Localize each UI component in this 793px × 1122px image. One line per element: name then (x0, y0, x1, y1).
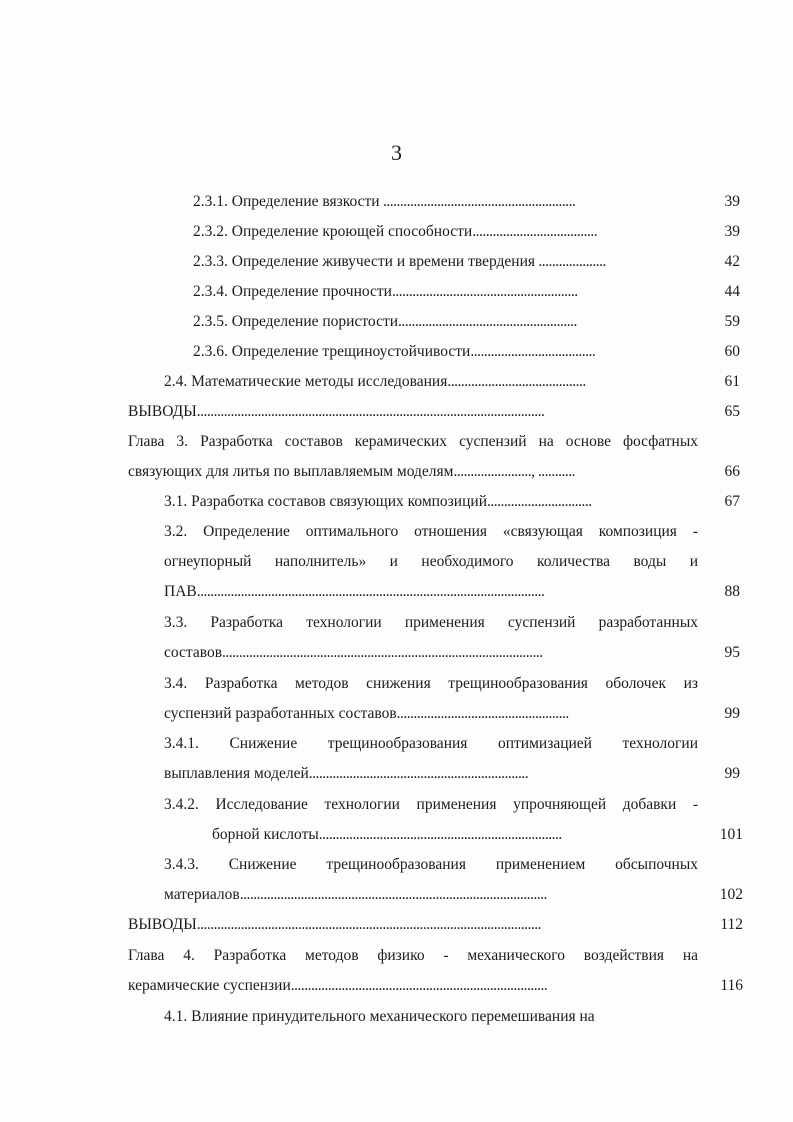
toc-entry-3-3-line1: 3.3. Разработка технологии применения суспензий разработанных (164, 614, 698, 631)
toc-entry-3-4-title-end: суспензий разработанных составов (164, 705, 397, 722)
toc-entry-3-4-2-line1: 3.4.2. Исследование технологии применения упрочняющей добавки - (164, 796, 698, 813)
toc-entry-3-4-2-line2 (212, 820, 562, 850)
toc-entry-3-2-page: 88 (724, 583, 740, 600)
toc-entry-2-3-3-page: 42 (724, 253, 740, 270)
toc-entry-2-3-6-page: 60 (724, 343, 740, 360)
toc-entry-3-4-2-leader: ........................................................................ (318, 826, 562, 843)
toc-entry-2-3-2-leader: ..................................... (472, 223, 598, 240)
toc-entry-3-4-3-line1: 3.4.3. Снижение трещинообразования применением обсыпочных (164, 856, 698, 873)
toc-entry-conclusions-2 (128, 910, 541, 940)
toc-entry-2-3-1-title: 2.3.1. Определение вязкости (193, 193, 380, 210)
toc-entry-conclusions-1-page: 65 (724, 403, 740, 420)
toc-entry-2-3-5-title: 2.3.5. Определение пористости (193, 313, 399, 330)
toc-entry-3-4-1-title-end: выплавления моделей (164, 765, 309, 782)
toc-entry-3-4-2-title-end: борной кислоты (212, 826, 319, 843)
toc-entry-2-3-5-page: 59 (724, 313, 740, 330)
toc-chapter-3-title-end: связующих для литья по выплавляемым моделям (128, 463, 454, 480)
toc-entry-2-3-6-leader: ..................................... (470, 343, 596, 360)
toc-entry-conclusions-1-title: ВЫВОДЫ (128, 403, 197, 420)
toc-chapter-4-page: 116 (720, 977, 743, 994)
toc-entry-3-4-line1: 3.4. Разработка методов снижения трещинообразования оболочек из (164, 675, 698, 692)
toc-entry-2-3-2-title: 2.3.2. Определение кроющей способности (193, 223, 473, 240)
toc-entry-2-3-4 (193, 277, 578, 307)
toc-entry-3-2-line2: огнеупорный наполнитель» и необходимого количества воды и (164, 553, 698, 570)
toc-entry-2-4-title: 2.4. Математические методы исследования (164, 373, 448, 390)
toc-entry-conclusions-1-leader: ....................................................................................................... (196, 403, 545, 420)
toc-entry-3-1-title: 3.1. Разработка составов связующих композиций (164, 493, 487, 510)
toc-entry-conclusions-2-leader: ...................................................................................................... (196, 916, 541, 933)
toc-entry-3-4-1-leader: ................................................................. (308, 765, 529, 782)
toc-entry-2-3-6-title: 2.3.6. Определение трещиноустойчивости (193, 343, 471, 360)
toc-chapter-4-line1: Глава 4. Разработка методов физико - механического воздействия на (128, 947, 698, 964)
toc-entry-3-4-3-leader: ........................................................................................... (239, 886, 547, 903)
toc-entry-2-3-2 (193, 217, 597, 247)
toc-entry-conclusions-2-page: 112 (720, 916, 743, 933)
toc-entry-2-3-5 (193, 307, 577, 337)
page-number: 3 (391, 140, 402, 165)
toc-entry-2-3-4-title: 2.3.4. Определение прочности (193, 283, 392, 300)
toc-entry-3-1 (164, 487, 592, 517)
toc-entry-2-4-page: 61 (724, 373, 740, 390)
toc-entry-3-2-line1: 3.2. Определение оптимального отношения «связующая композиция - (164, 523, 698, 540)
toc-entry-3-1-page: 67 (724, 493, 740, 510)
toc-entry-2-4 (164, 367, 586, 397)
toc-entry-3-4-page: 99 (724, 705, 740, 722)
toc-entry-3-4-3-title-end: материалов (164, 886, 240, 903)
toc-entry-3-2-line3 (164, 577, 544, 607)
toc-entry-3-3-page: 95 (724, 644, 740, 661)
toc-entry-2-3-1 (193, 187, 575, 217)
toc-chapter-4-title-end: керамические суспензии (128, 977, 291, 994)
toc-chapter-3-leader: ......................., ........... (453, 463, 575, 480)
toc-entry-3-3-title-end: составов (164, 644, 223, 661)
toc-entry-3-4-1-line2 (164, 759, 528, 789)
toc-entry-2-3-3-title: 2.3.3. Определение живучести и времени твердения (193, 253, 535, 270)
toc-entry-2-3-3 (193, 247, 606, 277)
toc-chapter-4-line2 (128, 971, 547, 1001)
toc-entry-2-3-1-page: 39 (724, 193, 740, 210)
toc-entry-conclusions-1 (128, 397, 544, 427)
toc-entry-3-4-2-page: 101 (719, 826, 743, 843)
toc-entry-3-3-line2 (164, 638, 543, 668)
toc-entry-2-3-2-page: 39 (724, 223, 740, 240)
toc-entry-4-1: 4.1. Влияние принудительного механического перемешивания на (164, 1008, 595, 1025)
toc-entry-2-3-6 (193, 337, 595, 367)
table-of-contents (0, 187, 793, 1047)
toc-entry-3-4-1-line1: 3.4.1. Снижение трещинообразования оптимизацией технологии (164, 735, 698, 752)
toc-entry-2-3-3-leader: .................... (535, 253, 606, 270)
toc-entry-2-3-4-leader: ....................................................... (391, 283, 578, 300)
toc-entry-2-3-1-leader: ......................................................... (379, 193, 576, 210)
toc-entry-2-4-leader: ......................................... (447, 373, 586, 390)
toc-entry-3-2-leader: ....................................................................................................... (196, 583, 545, 600)
toc-entry-3-4-3-page: 102 (719, 886, 743, 903)
toc-entry-2-3-5-leader: ..................................................... (398, 313, 577, 330)
toc-entry-3-2-title-end: ПАВ (164, 583, 197, 600)
toc-chapter-4-leader: ............................................................................ (290, 977, 548, 994)
toc-entry-3-4-3-line2 (164, 880, 547, 910)
toc-entry-3-4-1-page: 99 (724, 765, 740, 782)
toc-entry-3-3-leader: ............................................................................................... (222, 644, 543, 661)
toc-chapter-3-line2 (128, 457, 575, 487)
toc-chapter-3-line1: Глава 3. Разработка составов керамических суспензий на основе фосфатных (128, 433, 698, 450)
toc-chapter-3-page: 66 (724, 463, 740, 480)
toc-entry-3-1-leader: ............................... (487, 493, 592, 510)
toc-entry-2-3-4-page: 44 (724, 283, 740, 300)
toc-entry-conclusions-2-title: ВЫВОДЫ (128, 916, 197, 933)
toc-entry-3-4-leader: ................................................... (396, 705, 569, 722)
toc-entry-3-4-line2 (164, 699, 569, 729)
